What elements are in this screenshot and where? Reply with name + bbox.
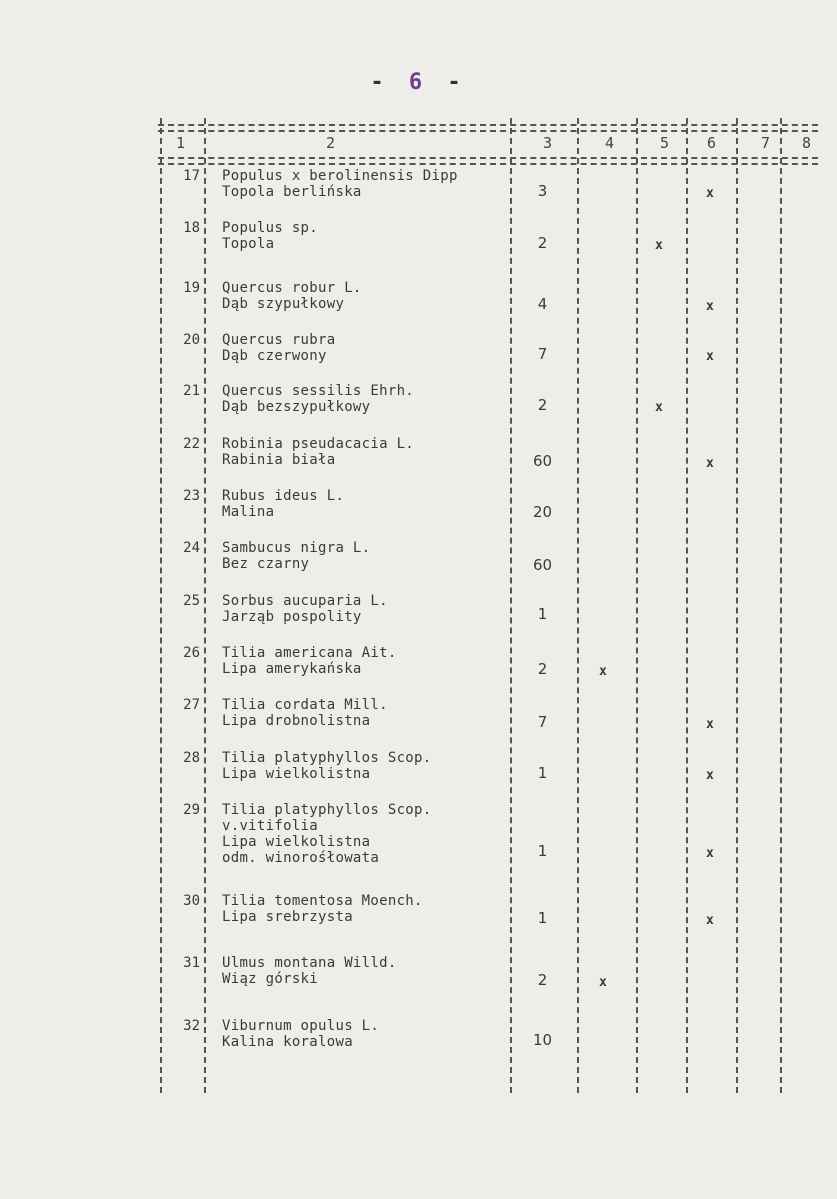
row-number: 22 [183,436,200,452]
quantity-cell: 3 [537,182,548,200]
column-header: 1 [176,134,186,152]
row-number: 31 [183,955,200,971]
species-name-line: Dąb szypułkowy [222,296,345,312]
row-number: 32 [183,1018,200,1034]
species-latin-name: Robinia pseudacacia L. [222,436,415,452]
quantity-cell: 60 [532,556,553,574]
species-name-line: Lipa srebrzysta [222,909,353,925]
row-number: 28 [183,750,200,766]
column-divider [204,118,206,1093]
mark-cell: x [706,717,714,732]
column-header: 6 [707,134,717,152]
row-number: 24 [183,540,200,556]
species-name-line: Lipa wielkolistna [222,834,371,850]
species-latin-name: Quercus sessilis Ehrh. [222,383,415,399]
mark-cell: x [655,238,663,253]
species-latin-name: Rubus ideus L. [222,488,345,504]
column-divider [510,118,512,1093]
species-latin-name: Sambucus nigra L. [222,540,371,556]
species-name-line: Lipa amerykańska [222,661,362,677]
column-header: 8 [802,134,812,152]
row-number: 21 [183,383,200,399]
column-divider [780,118,782,1093]
mark-cell: x [599,664,607,679]
species-name-line: Malina [222,504,275,520]
species-name-line: Bez czarny [222,556,310,572]
quantity-cell: 1 [537,764,548,782]
species-latin-name: Populus x berolinensis Dipp [222,168,458,184]
header-bottom-rule [158,157,818,159]
species-name-line: Topola berlińska [222,184,362,200]
row-number: 30 [183,893,200,909]
row-number: 23 [183,488,200,504]
species-latin-name: Tilia platyphyllos Scop. [222,750,432,766]
quantity-cell: 1 [537,605,548,623]
species-latin-name: Viburnum opulus L. [222,1018,380,1034]
header-top-rule-2 [158,130,818,132]
row-number: 26 [183,645,200,661]
species-latin-name: Tilia platyphyllos Scop. [222,802,432,818]
quantity-cell: 4 [537,295,548,313]
mark-cell: x [706,186,714,201]
quantity-cell: 1 [537,842,548,860]
mark-cell: x [706,913,714,928]
row-number: 29 [183,802,200,818]
quantity-cell: 7 [537,713,548,731]
species-name-line: Lipa drobnolistna [222,713,371,729]
row-number: 27 [183,697,200,713]
column-header: 4 [605,134,615,152]
mark-cell: x [706,349,714,364]
row-number: 19 [183,280,200,296]
column-divider [160,118,162,1093]
species-name-line: Dąb bezszypułkowy [222,399,371,415]
column-header: 2 [326,134,336,152]
species-latin-name: Quercus robur L. [222,280,362,296]
mark-cell: x [706,456,714,471]
quantity-cell: 7 [537,345,548,363]
column-header: 7 [761,134,771,152]
species-latin-name: Sorbus aucuparia L. [222,593,388,609]
column-divider [686,118,688,1093]
row-number: 20 [183,332,200,348]
species-latin-name: Tilia americana Ait. [222,645,397,661]
quantity-cell: 10 [532,1031,553,1049]
header-top-rule [158,124,818,126]
quantity-cell: 2 [537,396,548,414]
column-header: 5 [660,134,670,152]
mark-cell: x [655,400,663,415]
column-divider [736,118,738,1093]
species-name-line: Kalina koralowa [222,1034,353,1050]
mark-cell: x [706,846,714,861]
row-number: 17 [183,168,200,184]
column-divider [636,118,638,1093]
column-divider [577,118,579,1093]
mark-cell: x [599,975,607,990]
species-name-line: Rabinia biała [222,452,336,468]
species-name-line: odm. winorośłowata [222,850,380,866]
mark-cell: x [706,768,714,783]
quantity-cell: 60 [532,452,553,470]
species-latin-name: Tilia tomentosa Moench. [222,893,423,909]
species-name-line: Lipa wielkolistna [222,766,371,782]
quantity-cell: 2 [537,971,548,989]
species-latin-name: Ulmus montana Willd. [222,955,397,971]
column-header: 3 [543,134,553,152]
quantity-cell: 20 [532,503,553,521]
row-number: 25 [183,593,200,609]
header-bottom-rule-2 [158,163,818,165]
species-latin-name: Populus sp. [222,220,319,236]
quantity-cell: 1 [537,909,548,927]
species-name-line: Topola [222,236,275,252]
species-name-line: v.vitifolia [222,818,319,834]
quantity-cell: 2 [537,234,548,252]
species-name-line: Wiąz górski [222,971,319,987]
species-latin-name: Tilia cordata Mill. [222,697,388,713]
species-latin-name: Quercus rubra [222,332,336,348]
mark-cell: x [706,299,714,314]
species-name-line: Jarząb pospolity [222,609,362,625]
row-number: 18 [183,220,200,236]
page-number: - 6 - [370,70,467,95]
species-name-line: Dąb czerwony [222,348,327,364]
quantity-cell: 2 [537,660,548,678]
